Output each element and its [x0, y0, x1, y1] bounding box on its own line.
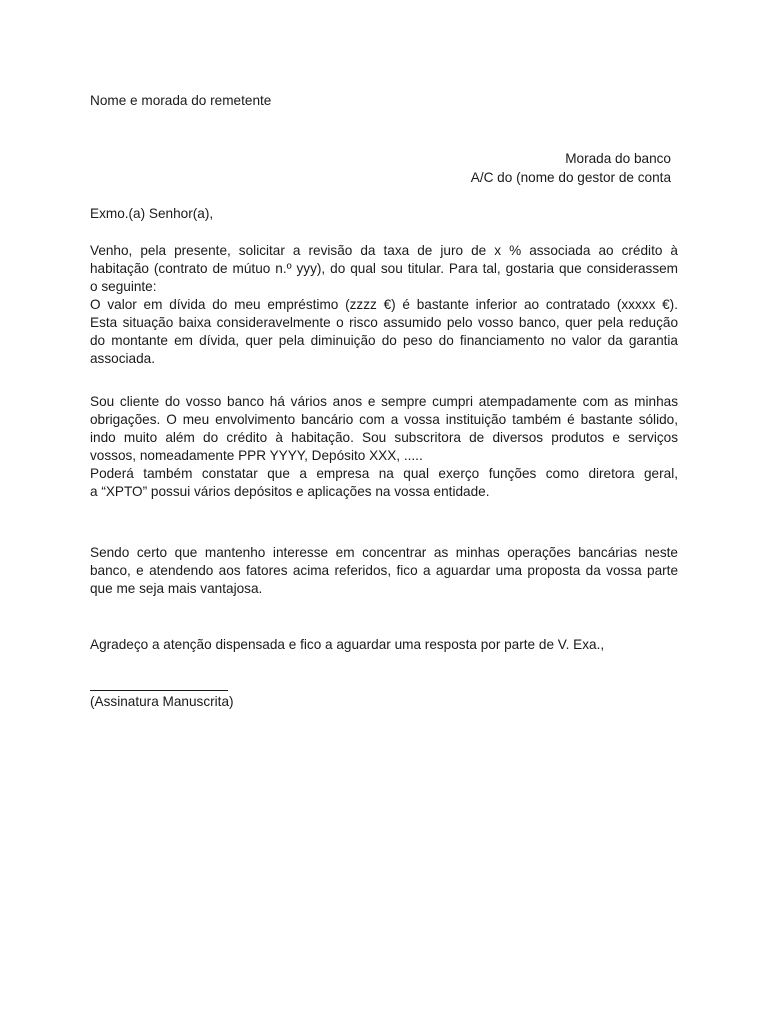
paragraph-line: O valor em dívida do meu empréstimo (zzzz €) é bastante inferior ao contratado (xxxxx €). [90, 297, 678, 312]
paragraph-line: a “XPTO” possui vários depósitos e aplicações na vossa entidade. [90, 484, 490, 499]
paragraph-line: indo muito além do crédito à habitação. Sou subscritora de diversos produtos e serviços [90, 430, 678, 445]
attention-line: A/C do (nome do gestor de conta [470, 170, 671, 185]
paragraph-line: Poderá também constatar que a empresa na qual exerço funções como diretora geral, [90, 466, 678, 481]
paragraph-client-relationship [90, 393, 678, 501]
paragraph-line: habitação (contrato de mútuo n.º yyy), do qual sou titular. Para tal, gostaria que considerassem [90, 261, 678, 276]
paragraph-line: associada. [90, 351, 155, 366]
salutation: Exmo.(a) Senhor(a), [90, 206, 214, 221]
paragraph-line: banco, e atendendo aos fatores acima referidos, fico a aguardar uma proposta da vossa parte [90, 563, 678, 578]
paragraph-proposal-request [90, 544, 678, 598]
paragraph-line: do montante em dívida, quer pela diminuição do peso do financiamento no valor da garantia [90, 333, 678, 348]
signature-line [90, 690, 228, 691]
paragraph-line: obrigações. O meu envolvimento bancário com a vossa instituição também é bastante sólido, [90, 412, 678, 427]
paragraph-rate-review [90, 242, 678, 368]
paragraph-line: Venho, pela presente, solicitar a revisão da taxa de juro de x % associada ao crédito à [90, 243, 678, 258]
paragraph-line: que me seja mais vantajosa. [90, 581, 263, 596]
signature-label: (Assinatura Manuscrita) [90, 694, 234, 709]
paragraph-line: Esta situação baixa consideravelmente o risco assumido pelo vosso banco, quer pela redução [90, 315, 678, 330]
paragraph-line: o seguinte: [90, 279, 157, 294]
closing-line: Agradeço a atenção dispensada e fico a aguardar uma resposta por parte de V. Exa., [90, 637, 605, 652]
paragraph-line: Sendo certo que mantenho interesse em concentrar as minhas operações bancárias neste [90, 545, 678, 560]
paragraph-line: vossos, nomeadamente PPR YYYY, Depósito XXX, ..... [90, 448, 423, 463]
recipient-block [471, 149, 671, 187]
bank-address: Morada do banco [565, 151, 671, 166]
paragraph-line: Sou cliente do vosso banco há vários anos e sempre cumpri atempadamente com as minhas [90, 394, 678, 409]
sender-name-address: Nome e morada do remetente [90, 93, 272, 108]
